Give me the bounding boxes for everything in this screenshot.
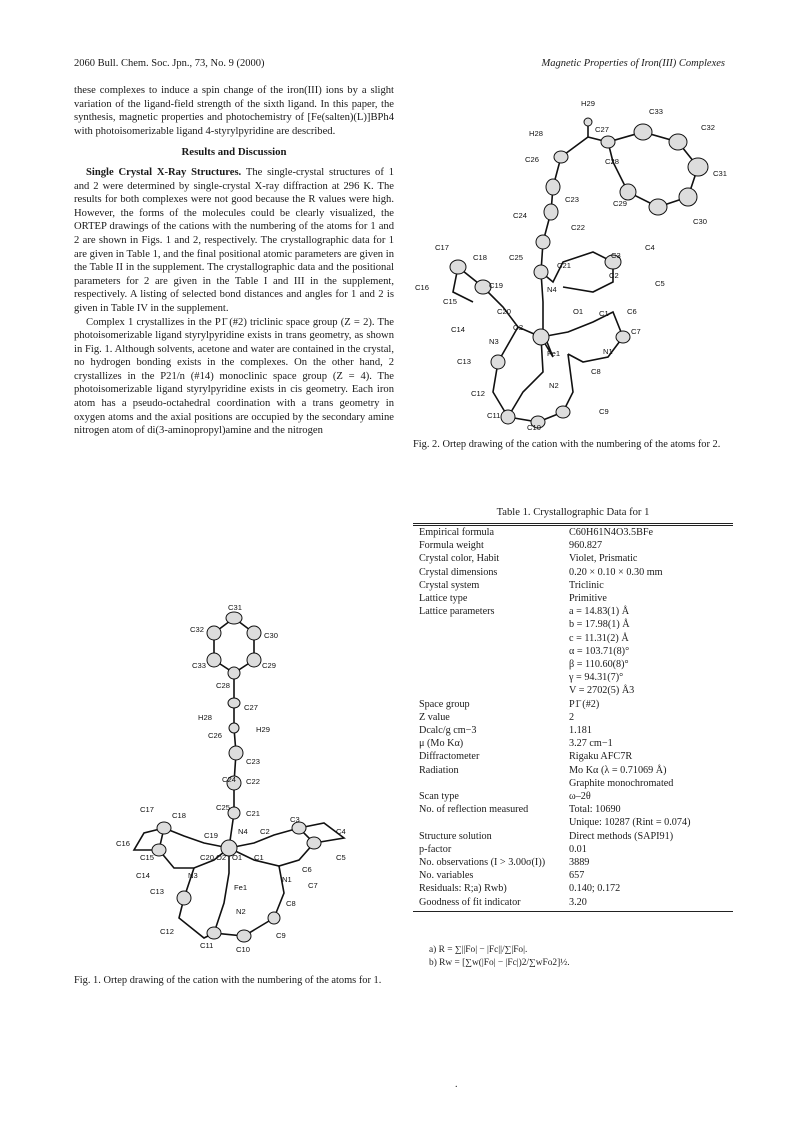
atom-label: C11 [487, 411, 501, 420]
table-cell-label: Space group [419, 698, 470, 710]
atom-label: C14 [451, 325, 465, 334]
atom-label: C32 [190, 625, 204, 634]
xray-body: The single-crystal structures of 1 and 2 were determined by single-crystal X-ray diffraction at 296 K. The results for both complexes were not good because the R values were high. However, the forms of the molecules could be clearly visualized, the ORTEP drawings of the cations with the numbering of the atoms for 1 and 2 are shown in Figs. 1 and 2, respectively. The crystallographic data for 1 are given in Table 1, and the final positional atomic parameters are given in the Table II in the supplement. The crystallographic data and the positional parameters for 2 are given in the Table I and III in the supplement, respectively. A listing of selected bond distances and angles for 1 and 2 is given in Table IV in the supplement. [74, 166, 394, 314]
table-row [413, 566, 733, 579]
atom-label: N2 [549, 381, 559, 390]
atom-label: C21 [246, 809, 260, 818]
atom-label: C4 [336, 827, 346, 836]
figure-1-caption: Fig. 1. Ortep drawing of the cation with the numbering of the atoms for 1. [74, 975, 382, 986]
table-cell-label: Crystal system [419, 579, 480, 591]
table-row [413, 882, 733, 895]
atom-label: N3 [489, 337, 499, 346]
atom-label: C20 [497, 307, 511, 316]
atom-label: C13 [150, 887, 164, 896]
table-cell-label: Diffractometer [419, 751, 480, 763]
table-row [413, 737, 733, 750]
atom-label: C2 [609, 271, 619, 280]
atom-label: N4 [547, 285, 557, 294]
section-title: Results and Discussion [181, 146, 287, 159]
atom-label: C25 [216, 803, 230, 812]
table-cell-value: Rigaku AFC7R [569, 751, 633, 763]
atom-label: C19 [204, 831, 218, 840]
figure-2-caption: Fig. 2. Ortep drawing of the cation with the numbering of the atoms for 2. [413, 439, 721, 450]
atom-label: C7 [631, 327, 641, 336]
atom-label: C23 [565, 195, 579, 204]
table-cell-value: 0.20 × 0.10 × 0.30 mm [569, 566, 663, 578]
atom-label: O1 [232, 853, 243, 862]
table-cell-label [413, 618, 567, 631]
table-body [413, 526, 733, 909]
atom-label: N2 [236, 907, 246, 916]
table-row [413, 605, 733, 618]
table-cell-value: β = 110.60(8)° [569, 659, 629, 671]
atom-label: C3 [611, 251, 621, 260]
table-cell-label [413, 777, 567, 790]
table-row [413, 526, 733, 539]
left-column-text [74, 84, 394, 438]
atom-label: C10 [527, 423, 541, 432]
atom-label: C30 [693, 217, 707, 226]
table-cell-value: 0.140; 0.172 [569, 883, 621, 895]
table-row [413, 724, 733, 737]
table-cell-label: Formula weight [419, 540, 484, 552]
atom-label: N4 [238, 827, 248, 836]
table-cell-label: Z value [419, 711, 450, 723]
xray-paragraph [74, 166, 394, 316]
intro-paragraph: these complexes to induce a spin change of the iron(III) ions by a slight variation of the ligand-field strength of the sixth ligand. In this paper, the synthesis, magnetic properties and photochemistry of [Fe(salten)(L)]BPh4 with photoisomerizable ligand 4-styrylpyridine are described. [74, 85, 394, 137]
atom-label: C2 [260, 827, 270, 836]
table-bottom-rule [413, 911, 733, 912]
table-cell-label [413, 645, 567, 658]
atom-label: C30 [264, 631, 278, 640]
atom-label: C17 [435, 243, 449, 252]
table-cell-value: V = 2702(5) Å3 [569, 685, 635, 697]
table-cell-value: 960.827 [569, 540, 603, 552]
atom-label: C5 [336, 853, 346, 862]
footer-mark: . [455, 1079, 458, 1090]
atom-label: C5 [655, 279, 665, 288]
table-cell-value: 2 [569, 711, 575, 723]
table-row [413, 803, 733, 816]
atom-label: C29 [613, 199, 627, 208]
table-cell-value: 3889 [569, 857, 590, 869]
table-cell-value: b = 17.98(1) Å [569, 619, 630, 631]
table-row [413, 790, 733, 803]
atom-label: O2 [513, 323, 524, 332]
table-cell-value: 3.27 cm−1 [569, 738, 613, 750]
atom-label: C15 [140, 853, 154, 862]
table-cell-label [413, 632, 567, 645]
figure-1-ortep [104, 598, 364, 968]
atom-label: C6 [627, 307, 637, 316]
atom-label: N1 [282, 875, 292, 884]
atom-label: C15 [443, 297, 457, 306]
table-1-title: Table 1. Crystallographic Data for 1 [496, 507, 650, 518]
atom-label: C8 [286, 899, 296, 908]
atom-label: C22 [246, 777, 260, 786]
atom-label: C18 [473, 253, 487, 262]
table-cell-label: Dcalc/g cm−3 [419, 725, 477, 737]
table-row [413, 777, 733, 790]
atom-label: Fe1 [547, 349, 561, 358]
table-cell-label: Crystal color, Habit [419, 553, 500, 565]
table-cell-label: Lattice parameters [419, 606, 495, 618]
atom-label: C6 [302, 865, 312, 874]
table-row [413, 830, 733, 843]
table-cell-label: Crystal dimensions [419, 566, 498, 578]
atom-label: C21 [557, 261, 571, 270]
table-cell-label: μ (Mo Kα) [419, 738, 464, 750]
atom-label: C9 [276, 931, 286, 940]
table-row [413, 539, 733, 552]
table-row [413, 658, 733, 671]
table-row [413, 764, 733, 777]
table-cell-value: 0.01 [569, 843, 587, 855]
atom-label: C16 [415, 283, 429, 292]
table-row [413, 618, 733, 631]
table-row [413, 592, 733, 605]
table-cell-label [413, 658, 567, 671]
table-cell-label: p-factor [419, 843, 452, 855]
footnote-b: b) Rw = [∑w(|Fo| − |Fc|)2/∑wFo2]½. [429, 958, 570, 968]
atom-label: Fe1 [234, 883, 248, 892]
table-cell-label: Scan type [419, 791, 459, 803]
atom-label: C33 [649, 107, 663, 116]
table-cell-label: No. of reflection measured [419, 804, 529, 816]
xray-heading: Single Crystal X-Ray Structures. [86, 166, 242, 178]
figure-2-ortep [413, 92, 733, 432]
atom-label: C31 [228, 603, 242, 612]
running-title: Magnetic Properties of Iron(III) Complexes [541, 58, 725, 69]
atom-label: C7 [308, 881, 318, 890]
atom-label: C22 [571, 223, 585, 232]
atom-label: C9 [599, 407, 609, 416]
ortep-drawing-1 [104, 598, 364, 968]
ortep-drawing-2 [413, 92, 733, 432]
atom-label: C12 [471, 389, 485, 398]
atom-label: C29 [262, 661, 276, 670]
atom-label: C25 [509, 253, 523, 262]
atom-label: C27 [595, 125, 609, 134]
atom-label: C13 [457, 357, 471, 366]
table-cell-label: Goodness of fit indicator [419, 896, 521, 908]
page-header-info: 2060 Bull. Chem. Soc. Jpn., 73, No. 9 (2000) [74, 58, 265, 69]
atom-label: N1 [603, 347, 613, 356]
table-cell-value: C60H61N4O3.5BFe [569, 527, 654, 538]
table-cell-value: Graphite monochromated [569, 777, 674, 789]
table-row [413, 816, 733, 829]
table-row [413, 869, 733, 882]
table-footnotes [413, 944, 733, 970]
atom-label: C28 [605, 157, 619, 166]
atom-label: C26 [525, 155, 539, 164]
table-top-rule [413, 523, 733, 524]
atom-label: C10 [236, 945, 250, 954]
atom-label: H28 [529, 129, 543, 138]
table-row [413, 671, 733, 684]
table-row [413, 632, 733, 645]
atom-label: C8 [591, 367, 601, 376]
table-row [413, 896, 733, 909]
atom-label: C23 [246, 757, 260, 766]
table-cell-value: Direct methods (SAPI91) [569, 830, 674, 842]
table-cell-value: P1̄ (#2) [569, 698, 600, 710]
atom-label: C17 [140, 805, 154, 814]
table-cell-label [413, 816, 567, 829]
atom-label: O1 [573, 307, 584, 316]
table-cell-label: Structure solution [419, 830, 492, 842]
table-cell-label: Radiation [419, 764, 459, 776]
atom-label: C1 [599, 309, 609, 318]
table-cell-value: 657 [569, 870, 585, 882]
table-1 [413, 523, 733, 912]
atom-label: C33 [192, 661, 206, 670]
table-row [413, 552, 733, 565]
table-cell-label: No. variables [419, 870, 474, 882]
atom-label: C31 [713, 169, 727, 178]
atom-label: C3 [290, 815, 300, 824]
table-cell-value: ω–2θ [569, 791, 591, 803]
table-cell-value: c = 11.31(2) Å [569, 632, 629, 644]
atom-label: C24 [513, 211, 527, 220]
complex-paragraph: Complex 1 crystallizes in the P1̄ (#2) triclinic space group (Z = 2). The photoisomerizable ligand styrylpyridine exists in trans geometry, as shown in Fig. 1. Although solvents, acetone and water are contained in the crystal, no hydrogen bonding exists in the complexes. On the other hand, 2 crystallizes in the P21/n (#14) monoclinic space group (Z = 4). The photoisomerizable ligand styrylpyridine exists in cis geometry. Each iron atom has a pseudo-octahedral coordination with a trans geometry in oxygen atoms and the axial positions are occupied by the secondary amine nitrogen atom of di(3-aminopropyl)amine and the nitrogen [74, 316, 394, 437]
atom-label: C11 [200, 941, 214, 950]
atom-label: H29 [256, 725, 270, 734]
table-cell-label [413, 671, 567, 684]
atom-label: C19 [489, 281, 503, 290]
table-cell-value: 1.181 [569, 725, 592, 737]
atom-label: C24 [222, 775, 236, 784]
atom-label: C27 [244, 703, 258, 712]
table-cell-label: Empirical formula [419, 527, 494, 538]
atom-label: C20 [200, 853, 214, 862]
table-row [413, 579, 733, 592]
atom-label: C26 [208, 731, 222, 740]
footnote-a: a) R = ∑||Fo| − |Fc||/∑|Fo|. [429, 945, 528, 955]
table-row [413, 843, 733, 856]
atom-label: C1 [254, 853, 264, 862]
atom-label: C16 [116, 839, 130, 848]
atom-label: C28 [216, 681, 230, 690]
table-row [413, 750, 733, 763]
table-cell-label [413, 684, 567, 697]
table-cell-value: Unique: 10287 (Rint = 0.074) [569, 817, 691, 829]
table-cell-value: Total: 10690 [569, 804, 621, 816]
atom-label: H28 [198, 713, 212, 722]
table-cell-value: α = 103.71(8)° [569, 645, 630, 657]
table-cell-value: Primitive [569, 593, 607, 605]
table-cell-value: Violet, Prismatic [569, 553, 638, 565]
table-cell-label: No. observations (I > 3.00σ(I)) [419, 857, 546, 869]
table-row [413, 684, 733, 697]
atom-label: C18 [172, 811, 186, 820]
atom-label: C14 [136, 871, 150, 880]
table-cell-label: Residuals: R;a) Rwb) [419, 883, 507, 895]
table-row [413, 698, 733, 711]
atom-label: C32 [701, 123, 715, 132]
table-cell-value: a = 14.83(1) Å [569, 606, 630, 618]
table-row [413, 856, 733, 869]
atom-label: C4 [645, 243, 655, 252]
table-row [413, 645, 733, 658]
table-cell-value: Triclinic [569, 579, 604, 591]
atom-label: N3 [188, 871, 198, 880]
table-cell-label: Lattice type [419, 593, 468, 605]
table-cell-value: 3.20 [569, 896, 587, 908]
atom-label: H29 [581, 99, 595, 108]
table-cell-value: γ = 94.31(7)° [569, 672, 624, 684]
table-row [413, 711, 733, 724]
atom-label: O2 [216, 853, 227, 862]
table-cell-value: Mo Kα (λ = 0.71069 Å) [569, 764, 667, 776]
atom-label: C12 [160, 927, 174, 936]
